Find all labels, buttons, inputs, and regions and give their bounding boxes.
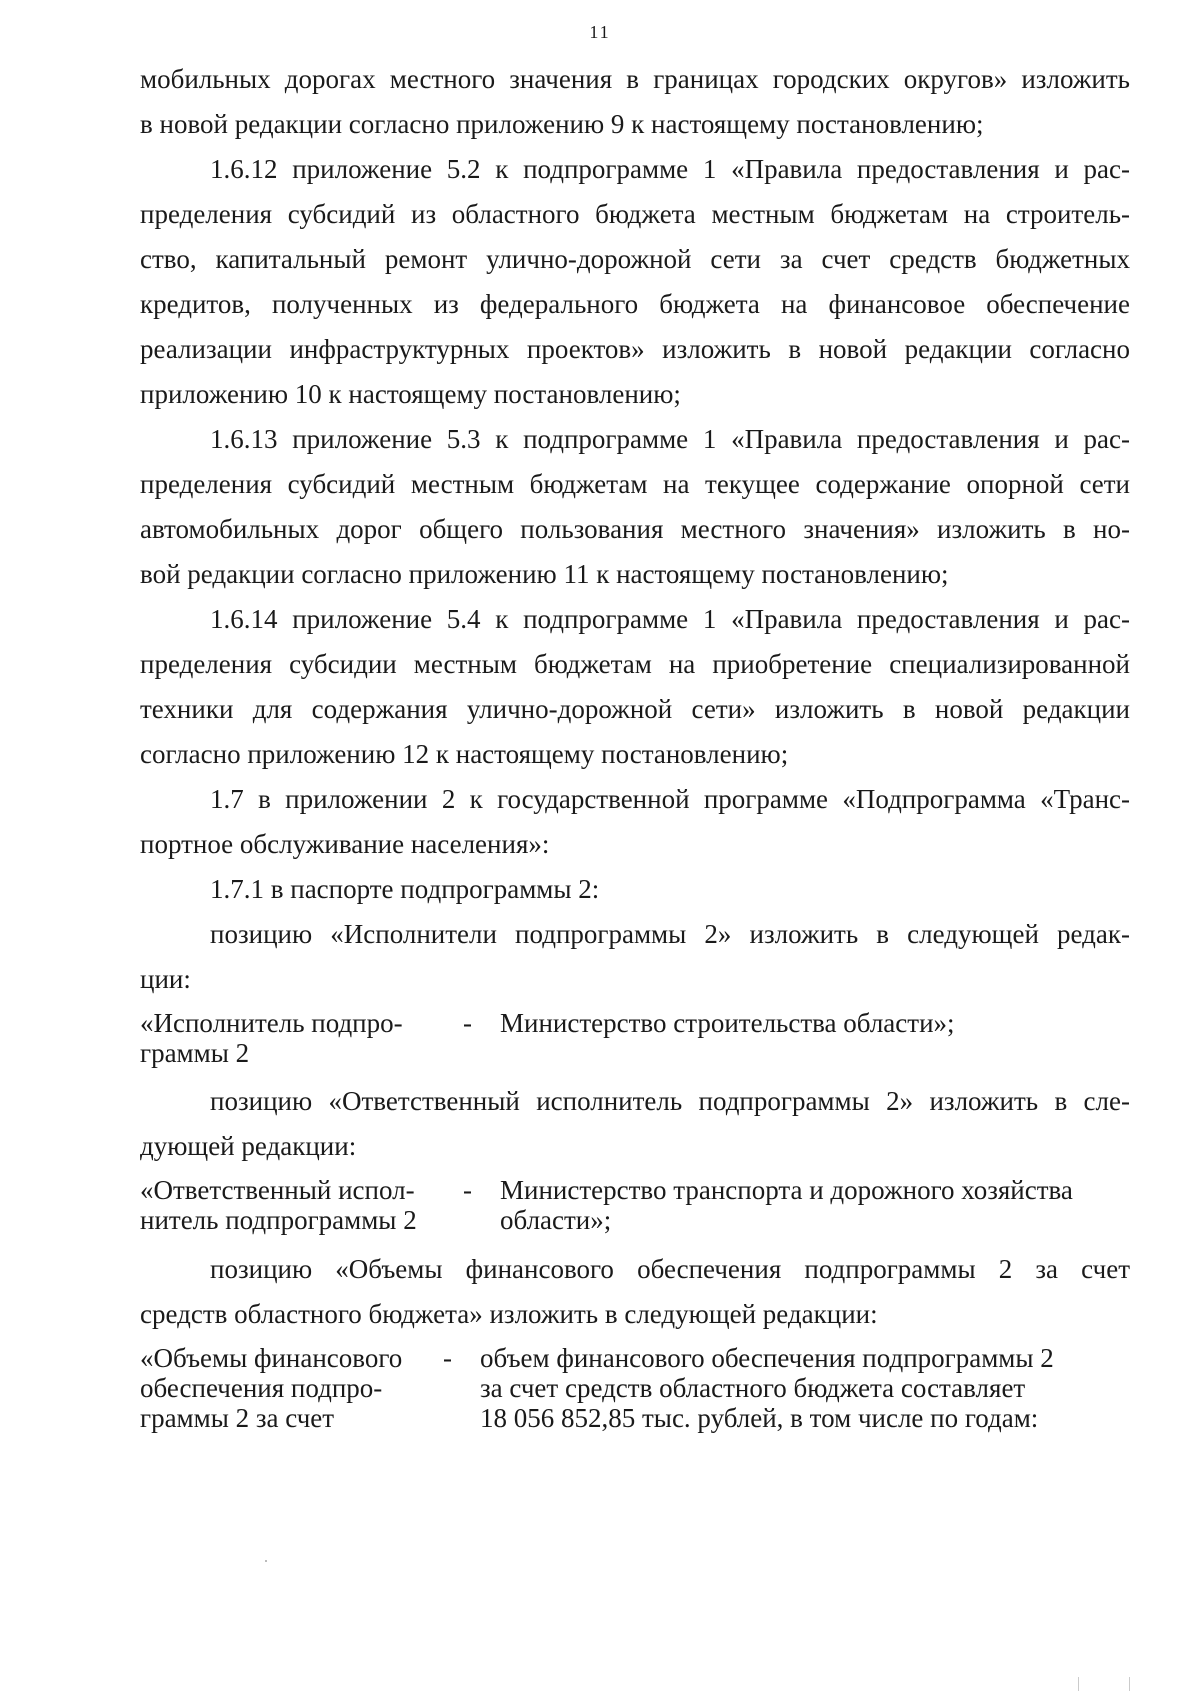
table-right-cell: области»; xyxy=(500,1205,612,1235)
table-left-cell: граммы 2 за счет xyxy=(140,1403,335,1433)
text-line: ство, капитальный ремонт улично-дорожной сети за счет средств бюджетных xyxy=(140,244,1130,274)
text-line: портное обслуживание населения»: xyxy=(140,829,550,859)
text-line: пределения субсидий из областного бюджета местным бюджетам на строитель- xyxy=(140,199,1130,229)
text-line: ции: xyxy=(140,964,191,994)
table-right-cell: 18 056 852,85 тыс. рублей, в том числе по годам: xyxy=(480,1403,1039,1433)
table-right-cell: Министерство транспорта и дорожного хозяйства xyxy=(500,1175,1073,1205)
scan-artifact xyxy=(265,1560,267,1562)
text-line: 1.6.14 приложение 5.4 к подпрограмме 1 «Правила предоставления и рас- xyxy=(210,604,1130,634)
scan-artifact xyxy=(1078,1677,1130,1691)
page-number: 11 xyxy=(589,22,611,42)
table-left-cell: «Ответственный испол- xyxy=(140,1175,415,1205)
text-line: 1.7.1 в паспорте подпрограммы 2: xyxy=(210,874,600,904)
table-dash: - xyxy=(463,1008,472,1038)
text-line: кредитов, полученных из федерального бюджета на финансовое обеспечение xyxy=(140,289,1130,319)
text-line: приложению 10 к настоящему постановлению; xyxy=(140,379,681,409)
table-dash: - xyxy=(443,1343,452,1373)
text-line: техники для содержания улично-дорожной сети» изложить в новой редакции xyxy=(140,694,1130,724)
text-line: позицию «Объемы финансового обеспечения подпрограммы 2 за счет xyxy=(210,1254,1130,1284)
text-line: пределения субсидий местным бюджетам на текущее содержание опорной сети xyxy=(140,469,1130,499)
table-right-cell: за счет средств областного бюджета составляет xyxy=(480,1373,1026,1403)
text-line: в новой редакции согласно приложению 9 к настоящему постановлению; xyxy=(140,109,984,139)
text-line: позицию «Исполнители подпрограммы 2» изложить в следующей редак- xyxy=(210,919,1130,949)
table-left-cell: нитель подпрограммы 2 xyxy=(140,1205,417,1235)
text-line: пределения субсидии местным бюджетам на приобретение специализированной xyxy=(140,649,1130,679)
text-line: вой редакции согласно приложению 11 к настоящему постановлению; xyxy=(140,559,949,589)
text-line: средств областного бюджета» изложить в следующей редакции: xyxy=(140,1299,878,1329)
text-line: 1.6.13 приложение 5.3 к подпрограмме 1 «Правила предоставления и рас- xyxy=(210,424,1130,454)
table-left-cell: «Объемы финансового xyxy=(140,1343,403,1373)
table-right-cell: объем финансового обеспечения подпрограммы 2 xyxy=(480,1343,1054,1373)
text-line: мобильных дорогах местного значения в границах городских округов» изложить xyxy=(140,64,1130,94)
text-line: 1.7 в приложении 2 к государственной программе «Подпрограмма «Транс- xyxy=(210,784,1130,814)
text-line: дующей редакции: xyxy=(140,1131,357,1161)
table-left-cell: граммы 2 xyxy=(140,1038,250,1068)
text-line: позицию «Ответственный исполнитель подпрограммы 2» изложить в сле- xyxy=(210,1086,1130,1116)
text-line: согласно приложению 12 к настоящему постановлению; xyxy=(140,739,789,769)
text-line: 1.6.12 приложение 5.2 к подпрограмме 1 «Правила предоставления и рас- xyxy=(210,154,1130,184)
text-line: реализации инфраструктурных проектов» изложить в новой редакции согласно xyxy=(140,334,1130,364)
table-right-cell: Министерство строительства области»; xyxy=(500,1008,955,1038)
table-left-cell: обеспечения подпро- xyxy=(140,1373,383,1403)
text-line: автомобильных дорог общего пользования местного значения» изложить в но- xyxy=(140,514,1130,544)
table-dash: - xyxy=(463,1175,472,1205)
table-left-cell: «Исполнитель подпро- xyxy=(140,1008,403,1038)
